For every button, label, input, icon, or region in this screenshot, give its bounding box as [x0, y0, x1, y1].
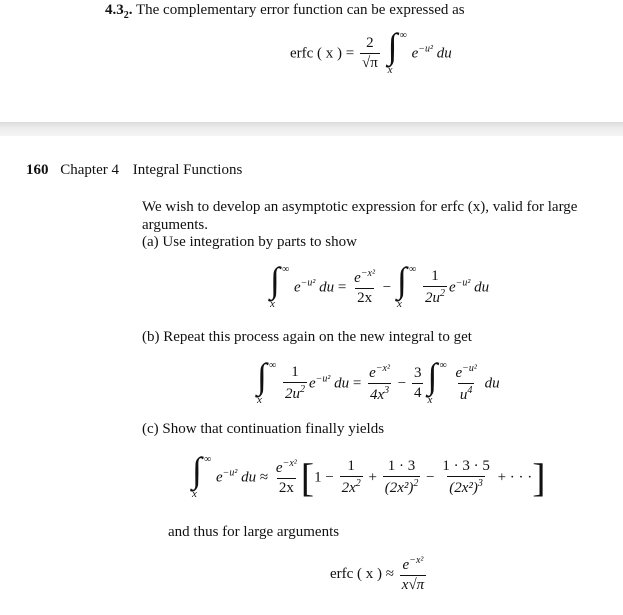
math-symbol: 2u: [285, 386, 300, 403]
fraction: [423, 269, 447, 306]
part-a-text: (a) Use integration by parts to show: [142, 234, 357, 250]
erfc-definition-equation: [290, 26, 452, 76]
math-symbol: =: [352, 375, 362, 392]
previous-page-fragment: [0, 0, 623, 122]
math-symbol: du: [474, 279, 490, 296]
fraction: [367, 364, 392, 403]
fraction: [352, 269, 377, 306]
math-symbol: 4: [413, 385, 422, 402]
math-symbol: 1 · 3: [387, 458, 416, 475]
math-symbol: 2x: [278, 480, 294, 497]
math-symbol: du: [334, 375, 350, 392]
math-symbol: ∞: [408, 264, 417, 275]
math-symbol: du: [484, 375, 500, 392]
math-symbol: +: [497, 469, 507, 486]
fraction: [400, 556, 426, 593]
problem-intro: The complementary error function can be expressed as: [135, 2, 465, 18]
math-symbol: 2x: [341, 480, 356, 497]
chapter-label: Chapter 4: [60, 162, 119, 178]
page-160: [0, 136, 623, 615]
page-gap: [0, 122, 623, 136]
math-symbol: −u²: [300, 277, 316, 289]
math-symbol: −u²: [222, 467, 238, 479]
math-symbol: 1: [314, 469, 322, 486]
math-symbol: e: [309, 375, 316, 392]
math-symbol: +: [368, 469, 377, 486]
chapter-title: Integral Functions: [132, 162, 243, 178]
math-symbol: ∞: [269, 360, 277, 371]
math-symbol: 2: [355, 478, 361, 490]
math-symbol: e: [402, 557, 410, 573]
integral-sign: ∫ ∞ x: [192, 450, 212, 500]
math-symbol: −u²: [462, 363, 477, 375]
math-symbol: x: [387, 64, 393, 76]
fraction: [453, 364, 478, 403]
math-symbol: e: [294, 279, 301, 296]
math-symbol: du: [436, 45, 452, 62]
intro-line-2: arguments.: [142, 217, 208, 233]
math-symbol: ∞: [282, 264, 290, 275]
math-symbol: e: [411, 45, 419, 62]
math-symbol: −: [382, 279, 392, 296]
math-symbol: du: [241, 469, 257, 486]
math-symbol: 1 · 3 · 5: [442, 458, 490, 475]
math-symbol: ]: [532, 455, 546, 500]
page-number: 160: [26, 162, 49, 178]
problem-subscript: 2: [123, 10, 129, 21]
math-symbol: −u²: [315, 373, 331, 385]
math-symbol: 2: [366, 35, 374, 52]
math-symbol: u: [459, 387, 468, 404]
math-symbol: x: [270, 298, 275, 310]
math-symbol: e: [216, 469, 223, 486]
equation-b: [255, 356, 500, 406]
math-symbol: x: [396, 298, 402, 310]
math-symbol: 1: [347, 458, 355, 475]
math-symbol: −x²: [282, 458, 297, 470]
math-symbol: 1: [291, 364, 299, 381]
integral-sign: ∫ ∞ x: [270, 260, 290, 310]
part-b-text: (b) Repeat this process again on the new integral to get: [142, 329, 472, 345]
math-symbol: e: [455, 365, 463, 382]
intro-line-1: We wish to develop an asymptotic expression for erfc (x), valid for large: [142, 199, 578, 215]
math-symbol: 1: [431, 268, 439, 285]
math-symbol: −: [325, 469, 334, 486]
math-symbol: [: [300, 455, 315, 500]
math-symbol: ∞: [399, 30, 407, 41]
math-symbol: 2: [413, 478, 419, 490]
math-symbol: 3: [477, 478, 483, 490]
math-symbol: 4x: [369, 387, 385, 404]
integral-sign: ∫ ∞ x: [387, 26, 407, 76]
math-symbol: x: [257, 394, 262, 406]
math-symbol: erfc ( x ) ≈: [330, 566, 395, 583]
math-symbol: x: [192, 488, 197, 500]
math-symbol: du: [319, 279, 335, 296]
math-symbol: (2x²): [449, 480, 478, 497]
fraction: [340, 459, 363, 496]
closing-text: and thus for large arguments: [168, 524, 340, 540]
math-symbol: −: [426, 469, 435, 486]
math-symbol: e: [275, 460, 283, 477]
math-symbol: −x²: [360, 268, 375, 280]
math-symbol: x√π: [401, 576, 425, 593]
math-symbol: 3: [413, 365, 422, 382]
math-symbol: ≈: [259, 469, 269, 486]
fraction: [274, 459, 299, 496]
integral-sign: ∫ ∞ x: [427, 356, 447, 406]
math-symbol: · · ·: [509, 469, 533, 486]
integral-sign: ∫ ∞ x: [396, 260, 417, 310]
math-symbol: 2: [439, 288, 445, 300]
problem-number: 4.3: [105, 2, 124, 18]
math-symbol: 4: [467, 385, 473, 397]
math-symbol: −: [397, 375, 407, 392]
math-symbol: −x²: [409, 555, 424, 566]
math-symbol: e: [448, 279, 456, 296]
math-symbol: √π: [362, 55, 378, 72]
fraction: [440, 459, 492, 496]
fraction: [412, 366, 424, 401]
math-symbol: −u²: [455, 277, 471, 289]
fraction: [283, 365, 307, 402]
part-c-text: (c) Show that continuation finally yields: [142, 421, 385, 437]
fraction: [383, 459, 421, 496]
math-symbol: e: [354, 270, 361, 287]
math-symbol: e: [369, 365, 376, 382]
erfc-lhs: erfc ( x ) =: [290, 45, 355, 62]
math-symbol: x: [427, 394, 433, 406]
math-symbol: −u²: [418, 43, 433, 55]
math-symbol: (2x²): [384, 480, 414, 497]
running-header: [26, 162, 242, 179]
math-symbol: 2u: [424, 290, 440, 307]
math-symbol: −x²: [375, 363, 390, 375]
math-symbol: 2x: [357, 290, 373, 307]
final-equation: [330, 556, 428, 593]
integral-sign: ∫ ∞ x: [257, 356, 277, 406]
two-over-sqrt-pi: [360, 36, 380, 71]
math-symbol: =: [337, 279, 347, 296]
math-symbol: 3: [384, 385, 390, 397]
problem-statement: $4.3_2$. The complementary error function can be expressed as: [105, 2, 465, 21]
math-symbol: ∞: [439, 360, 447, 371]
equation-a: [268, 260, 490, 310]
math-symbol: ∞: [204, 454, 212, 465]
math-symbol: 2: [300, 384, 305, 396]
equation-c: [190, 450, 546, 500]
